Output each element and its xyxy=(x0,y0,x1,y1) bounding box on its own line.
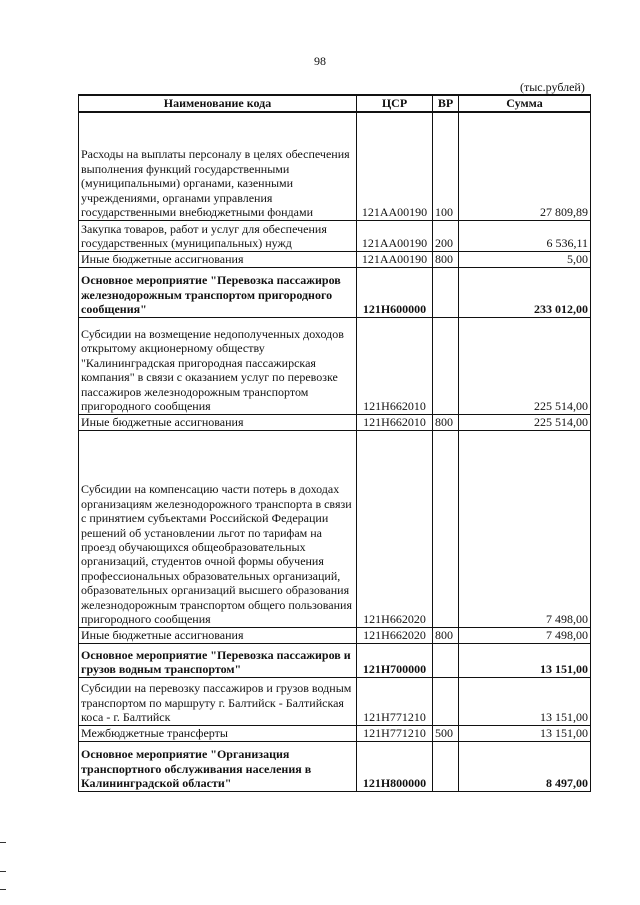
header-name: Наименование кода xyxy=(79,95,357,112)
cell-vr: 100 xyxy=(433,112,459,220)
cell-sum: 225 514,00 xyxy=(459,414,591,430)
table-row xyxy=(79,725,591,741)
cell-name: Иные бюджетные ассигнования xyxy=(79,414,357,430)
table-row xyxy=(79,414,591,430)
cell-vr: 200 xyxy=(433,220,459,251)
scan-mark xyxy=(0,871,6,872)
cell-sum: 225 514,00 xyxy=(459,317,591,414)
table-row xyxy=(79,251,591,267)
cell-sum: 13 151,00 xyxy=(459,677,591,725)
cell-csr: 121АА00190 xyxy=(357,220,433,251)
cell-csr: 121Н662010 xyxy=(357,414,433,430)
cell-vr xyxy=(433,317,459,414)
cell-name: Иные бюджетные ассигнования xyxy=(79,627,357,643)
cell-name: Межбюджетные трансферты xyxy=(79,725,357,741)
cell-name: Основное мероприятие "Организация транспортного обслуживания населения в Калининградской области" xyxy=(79,741,357,791)
cell-name: Закупка товаров, работ и услуг для обеспечения государственных (муниципальных) нужд xyxy=(79,220,357,251)
cell-sum: 27 809,89 xyxy=(459,112,591,220)
cell-sum: 5,00 xyxy=(459,251,591,267)
cell-csr: 121Н700000 xyxy=(357,643,433,677)
cell-csr: 121Н600000 xyxy=(357,267,433,317)
page-number: 98 xyxy=(314,54,326,68)
table-row xyxy=(79,220,591,251)
cell-vr xyxy=(433,430,459,627)
cell-sum: 6 536,11 xyxy=(459,220,591,251)
cell-name: Субсидии на возмещение недополученных доходов открытому акционерному обществу "Калининградская пригородная пассажирская компания" в связи с оказанием услуг по перевозке пассажиров железнодорожным транспортом пригородного сообщения xyxy=(79,317,357,414)
cell-vr: 500 xyxy=(433,725,459,741)
cell-csr: 121АА00190 xyxy=(357,112,433,220)
cell-csr: 121Н662020 xyxy=(357,430,433,627)
table-header-row xyxy=(79,95,591,112)
cell-csr: 121Н662010 xyxy=(357,317,433,414)
table-row xyxy=(79,112,591,220)
cell-vr: 800 xyxy=(433,627,459,643)
budget-table xyxy=(78,94,591,792)
table-row xyxy=(79,430,591,627)
header-vr: ВР xyxy=(433,95,459,112)
cell-vr xyxy=(433,677,459,725)
cell-name: Иные бюджетные ассигнования xyxy=(79,251,357,267)
cell-csr: 121Н771210 xyxy=(357,677,433,725)
header-sum: Сумма xyxy=(459,95,591,112)
table-row xyxy=(79,267,591,317)
cell-sum: 7 498,00 xyxy=(459,430,591,627)
cell-name: Субсидии на перевозку пассажиров и грузов водным транспортом по маршруту г. Балтийск - Балтийская коса - г. Балтийск xyxy=(79,677,357,725)
cell-vr xyxy=(433,267,459,317)
cell-vr: 800 xyxy=(433,414,459,430)
table-row xyxy=(79,677,591,725)
cell-name: Основное мероприятие "Перевозка пассажиров железнодорожным транспортом пригородного сообщения" xyxy=(79,267,357,317)
cell-csr: 121Н800000 xyxy=(357,741,433,791)
cell-vr: 800 xyxy=(433,251,459,267)
cell-name: Основное мероприятие "Перевозка пассажиров и грузов водным транспортом" xyxy=(79,643,357,677)
header-csr: ЦСР xyxy=(357,95,433,112)
scan-mark xyxy=(0,842,6,843)
cell-sum: 13 151,00 xyxy=(459,643,591,677)
units-label: (тыс.рублей) xyxy=(520,80,585,94)
cell-csr: 121АА00190 xyxy=(357,251,433,267)
cell-name: Расходы на выплаты персоналу в целях обеспечения выполнения функций государственными (муниципальными) органами, казенными учреждениями, органами управления государственными внебюджетными фондами xyxy=(79,112,357,220)
cell-csr: 121Н662020 xyxy=(357,627,433,643)
cell-csr: 121Н771210 xyxy=(357,725,433,741)
cell-vr xyxy=(433,643,459,677)
scan-mark xyxy=(0,889,6,890)
cell-sum: 13 151,00 xyxy=(459,725,591,741)
table-row xyxy=(79,317,591,414)
cell-sum: 8 497,00 xyxy=(459,741,591,791)
table-row xyxy=(79,741,591,791)
table-row xyxy=(79,643,591,677)
cell-sum: 233 012,00 xyxy=(459,267,591,317)
table-row xyxy=(79,627,591,643)
cell-vr xyxy=(433,741,459,791)
cell-name: Субсидии на компенсацию части потерь в доходах организациям железнодорожного транспорта в связи с принятием субъектами Российской Федерации решений об установлении льгот по тарифам на проезд обучающихся общеобразовательных организаций, студентов очной формы обучения профессиональных образовательных организаций, образовательных организаций высшего образования железнодорожным транспортом общего пользования пригородного сообщения xyxy=(79,430,357,627)
cell-sum: 7 498,00 xyxy=(459,627,591,643)
